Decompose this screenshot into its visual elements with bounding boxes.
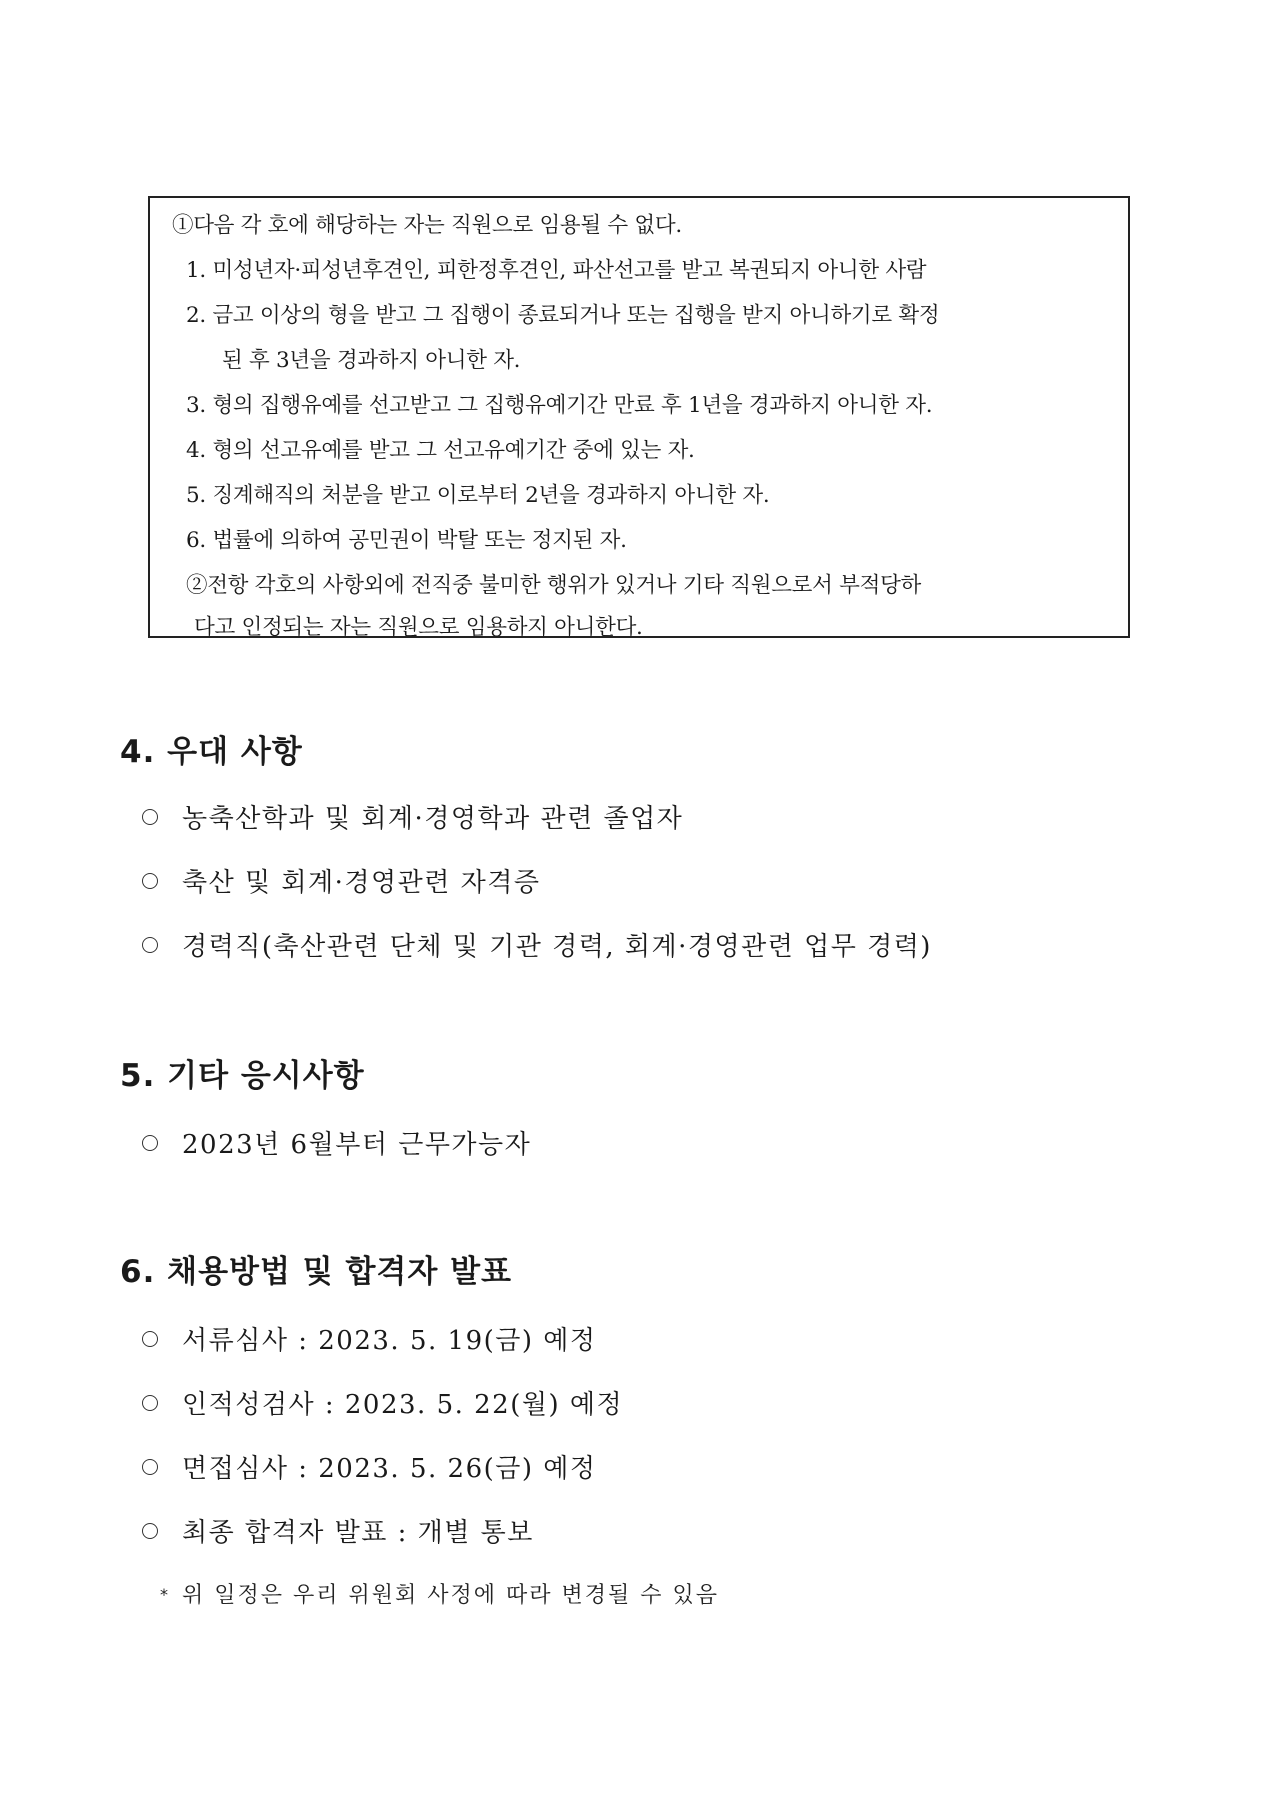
rule-clause-1: ①다음 각 호에 해당하는 자는 직원으로 임용될 수 없다. [172, 213, 682, 238]
application-item: 2023년 6월부터 근무가능자 [142, 1124, 531, 1161]
preference-item: 축산 및 회계·경영관련 자격증 [142, 862, 540, 899]
circle-bullet-icon [142, 1331, 158, 1347]
rule-clause-2-cont: 다고 인정되는 자는 직원으로 임용하지 아니한다. [194, 615, 643, 640]
asterisk-mark: * [160, 1585, 170, 1604]
rule-item-5: 5. 징계해직의 처분을 받고 이로부터 2년을 경과하지 아니한 자. [186, 483, 770, 508]
preference-item: 경력직(축산관련 단체 및 기관 경력, 회계·경영관련 업무 경력) [142, 926, 932, 963]
circle-bullet-icon [142, 1135, 158, 1151]
circle-bullet-icon [142, 1523, 158, 1539]
circle-bullet-icon [142, 873, 158, 889]
schedule-item: 최종 합격자 발표 : 개별 통보 [142, 1512, 534, 1549]
circle-bullet-icon [142, 1459, 158, 1475]
section-4-title: 4. 우대 사항 [120, 734, 303, 770]
rule-item-3: 3. 형의 집행유예를 선고받고 그 집행유예기간 만료 후 1년을 경과하지 아니한 자. [186, 393, 933, 418]
circle-bullet-icon [142, 937, 158, 953]
disqualification-box [148, 196, 1130, 638]
schedule-item: 인적성검사 : 2023. 5. 22(월) 예정 [142, 1384, 623, 1421]
rule-item-2: 2. 금고 이상의 형을 받고 그 집행이 종료되거나 또는 집행을 받지 아니하기로 확정 [186, 303, 940, 328]
rule-item-6: 6. 법률에 의하여 공민권이 박탈 또는 정지된 자. [186, 528, 627, 553]
rule-item-2-cont: 된 후 3년을 경과하지 아니한 자. [222, 348, 521, 373]
section-6-title: 6. 채용방법 및 합격자 발표 [120, 1254, 512, 1290]
circle-bullet-icon [142, 1395, 158, 1411]
rule-clause-2: ②전항 각호의 사항외에 전직중 불미한 행위가 있거나 기타 직원으로서 부적당하 [186, 573, 922, 598]
preference-item: 농축산학과 및 회계·경영학과 관련 졸업자 [142, 798, 683, 835]
section-5-title: 5. 기타 응시사항 [120, 1058, 365, 1094]
schedule-item: 면접심사 : 2023. 5. 26(금) 예정 [142, 1448, 597, 1485]
rule-item-4: 4. 형의 선고유예를 받고 그 선고유예기간 중에 있는 자. [186, 438, 695, 463]
schedule-item: 서류심사 : 2023. 5. 19(금) 예정 [142, 1320, 597, 1357]
circle-bullet-icon [142, 809, 158, 825]
schedule-note: * 위 일정은 우리 위원회 사정에 따라 변경될 수 있음 [160, 1583, 719, 1608]
rule-item-1: 1. 미성년자·피성년후견인, 피한정후견인, 파산선고를 받고 복권되지 아니한 사람 [186, 258, 927, 283]
